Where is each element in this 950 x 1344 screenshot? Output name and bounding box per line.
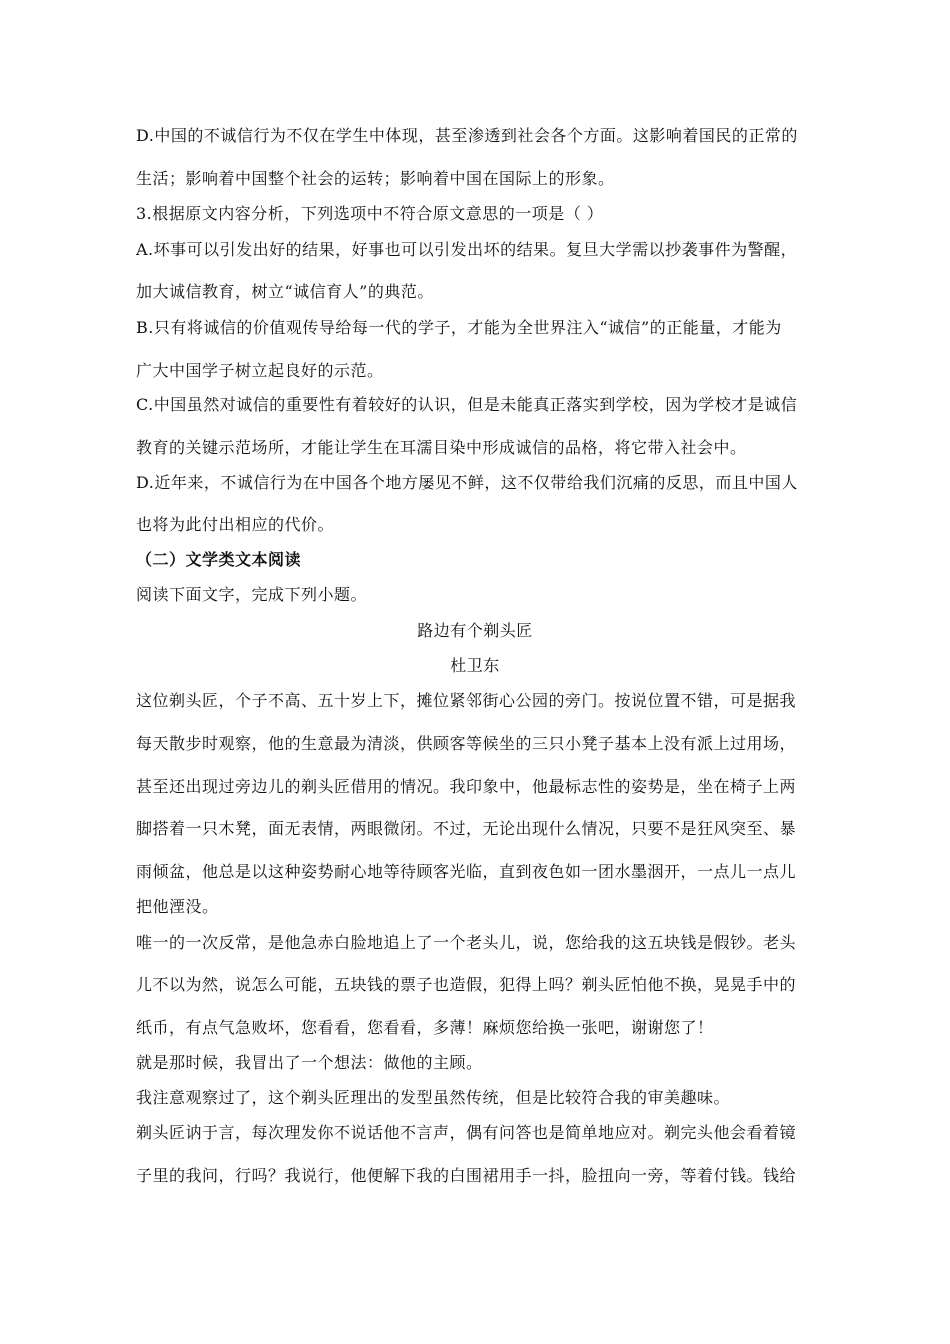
question-3-stem: 3.根据原文内容分析，下列选项中不符合原文意思的一项是（ ） [136,204,604,223]
body-line: 把他湮没。 [136,897,219,916]
q3-option-d-line-1: D.近年来，不诚信行为在中国各个地方屡见不鲜，这不仅带给我们沉痛的反思，而且中国人 [136,473,798,492]
body-line: 唯一的一次反常，是他急赤白脸地追上了一个老头儿，说，您给我的这五块钱是假钞。老头 [136,933,797,952]
body-line: 甚至还出现过旁边儿的剃头匠借用的情况。我印象中，他最标志性的姿势是，坐在椅子上两 [136,777,797,796]
reading-instruction: 阅读下面文字，完成下列小题。 [136,585,368,604]
section-heading: （二）文学类文本阅读 [136,550,302,569]
body-line: 子里的我问，行吗？我说行，他便解下我的白围裙用手一抖，脸扭向一旁，等着付钱。钱给 [136,1166,797,1185]
q3-option-b-line-2: 广大中国学子树立起良好的示范。 [136,361,384,380]
body-line: 我注意观察过了，这个剃头匠理出的发型虽然传统，但是比较符合我的审美趣味。 [136,1088,731,1107]
body-line: 就是那时候，我冒出了一个想法：做他的主顾。 [136,1053,483,1072]
q3-option-a-line-1: A.坏事可以引发出好的结果，好事也可以引发出坏的结果。复旦大学需以抄袭事件为警醒， [136,240,798,259]
q3-option-b-line-1: B.只有将诚信的价值观传导给每一代的学子，才能为全世界注入“诚信”的正能量，才能为 [136,318,782,337]
option-d-line-1: D.中国的不诚信行为不仅在学生中体现，甚至渗透到社会各个方面。这影响着国民的正常的 [136,126,798,145]
body-line: 这位剃头匠，个子不高、五十岁上下，摊位紧邻街心公园的旁门。按说位置不错，可是据我 [136,691,797,710]
q3-option-a-line-2: 加大诚信教育，树立“诚信育人”的典范。 [136,282,434,301]
body-line: 剃头匠讷于言，每次理发你不说话他不言声，偶有问答也是简单地应对。剃完头他会看着镜 [136,1123,797,1142]
option-d-line-2: 生活；影响着中国整个社会的运转；影响着中国在国际上的形象。 [136,169,615,188]
body-line: 纸币，有点气急败坏，您看看，您看看，多薄！麻烦您给换一张吧，谢谢您了！ [136,1018,714,1037]
body-line: 脚搭着一只木凳，面无表情，两眼微闭。不过，无论出现什么情况，只要不是狂风突至、暴 [136,819,797,838]
article-title: 路边有个剃头匠 [417,621,533,640]
q3-option-c-line-2: 教育的关键示范场所，才能让学生在耳濡目染中形成诚信的品格，将它带入社会中。 [136,438,747,457]
body-line: 儿不以为然，说怎么可能，五块钱的票子也造假，犯得上吗？剃头匠怕他不换，晃晃手中的 [136,975,797,994]
q3-option-d-line-2: 也将为此付出相应的代价。 [136,515,335,534]
body-line: 每天散步时观察，他的生意最为清淡，供顾客等候坐的三只小凳子基本上没有派上过用场， [136,734,797,753]
article-author: 杜卫东 [450,656,500,675]
body-line: 雨倾盆，他总是以这种姿势耐心地等待顾客光临，直到夜色如一团水墨洇开，一点儿一点儿 [136,862,797,881]
q3-option-c-line-1: C.中国虽然对诚信的重要性有着较好的认识，但是未能真正落实到学校，因为学校才是诚信 [136,395,798,414]
